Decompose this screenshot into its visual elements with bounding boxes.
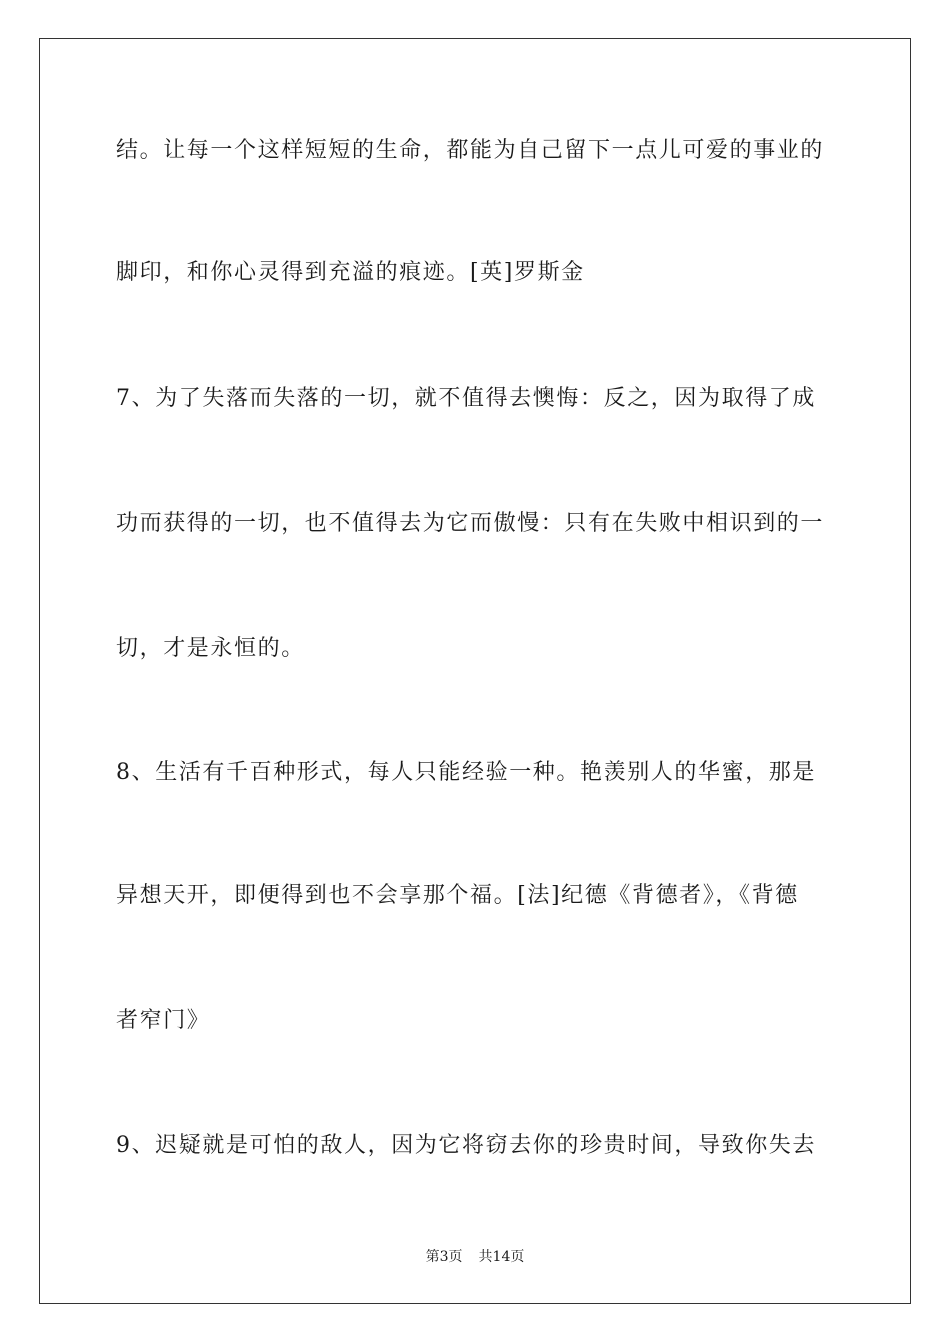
- body-text-line-1: 结。让每一个这样短短的生命，都能为自己留下一点儿可爱的事业的: [116, 138, 825, 163]
- body-text-line-9: 9、迟疑就是可怕的敌人，因为它将窃去你的珍贵时间，导致你失去: [116, 1133, 816, 1158]
- body-text-line-3: 7、为了失落而失落的一切，就不值得去懊悔：反之，因为取得了成: [116, 386, 816, 411]
- body-text-line-5: 切，才是永恒的。: [116, 636, 305, 661]
- body-text-line-6: 8、生活有千百种形式，每人只能经验一种。艳羡别人的华蜜，那是: [116, 760, 816, 785]
- body-text-line-8: 者窄门》: [116, 1008, 211, 1033]
- page-total: 共14页: [478, 1249, 525, 1265]
- body-text-line-7: 异想天开，即便得到也不会享那个福。[法]纪德《背德者》，《背德: [116, 883, 799, 908]
- page-footer: [0, 1247, 950, 1267]
- body-text-line-2: 脚印，和你心灵得到充溢的痕迹。[英]罗斯金: [116, 260, 585, 285]
- page-border: [39, 38, 911, 1304]
- page-number: 第3页: [425, 1249, 463, 1265]
- body-text-line-4: 功而获得的一切，也不值得去为它而傲慢：只有在失败中相识到的一: [116, 511, 825, 536]
